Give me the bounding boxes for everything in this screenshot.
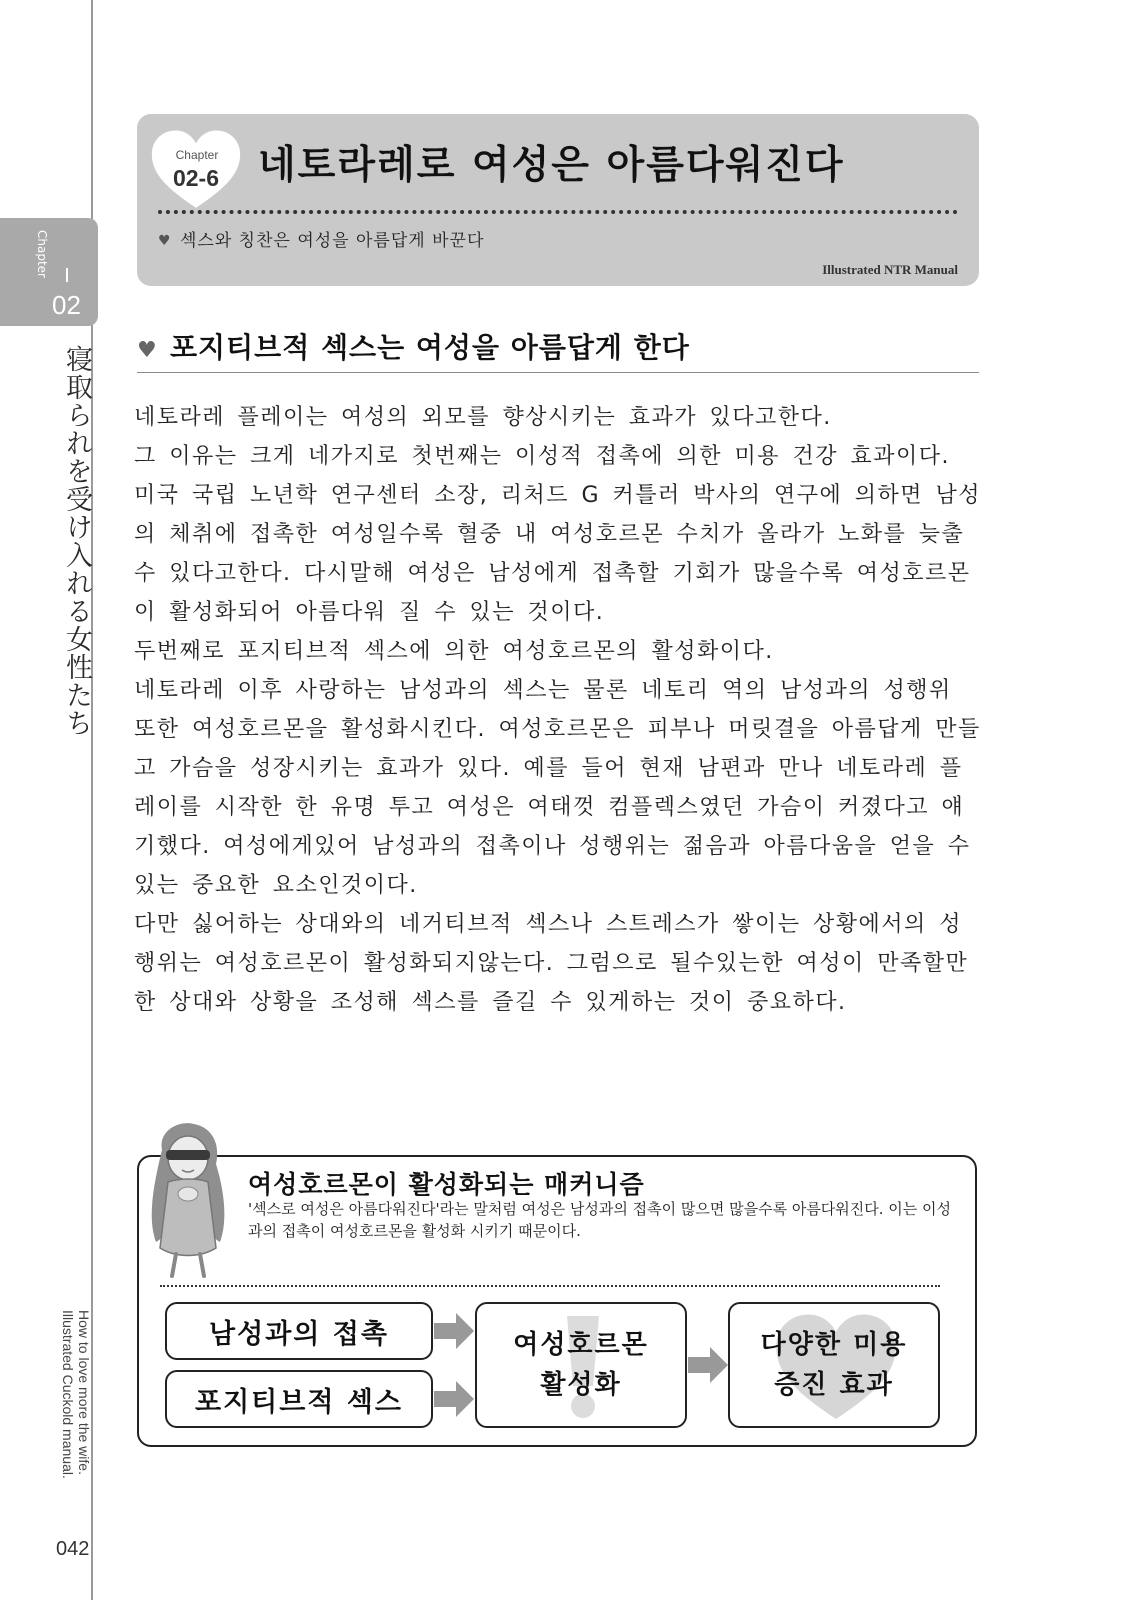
flow-result-line1: 다양한 미용 [760, 1330, 908, 1360]
flow-result-beauty-effect [728, 1302, 940, 1428]
paragraph: 그 이유는 크게 네가지로 첫번째는 이성적 접촉에 의한 미용 건강 효과이다. [134, 444, 950, 469]
flow-middle-line1: 여성호르몬 [513, 1330, 649, 1360]
flow-input-male-contact: 남성과의 접촉 [165, 1302, 433, 1360]
chapter-title: 네토라레로 여성은 아름다워진다 [258, 143, 845, 188]
paragraph: 다만 싫어하는 상대와의 네거티브적 섹스나 스트레스가 쌓이는 상황에서의 성행위는 여성호르몬이 활성화되지않는다. 그럼으로 될수있는한 여성이 만족할만한 상대와 상황을 조성해 섹스를 즐길 수 있게하는 것이 중요하다. [134, 912, 969, 1015]
paragraph: 네토라레 플레이는 여성의 외모를 향상시키는 효과가 있다고한다. [134, 405, 832, 430]
body-text [134, 398, 984, 1022]
girl-illustration [128, 1120, 248, 1280]
mechanism-dotted-divider [160, 1285, 940, 1287]
side-japanese-title: 寝取られを受け入れる女性たち [61, 345, 92, 737]
flow-middle-line2: 활성화 [540, 1370, 622, 1400]
flow-middle-hormone-activation [475, 1302, 687, 1428]
dotted-divider [158, 210, 958, 214]
arrow-right-icon [688, 1347, 728, 1383]
section-heart-icon: ♥ [137, 338, 157, 363]
side-tab-chapter-word: Chapter [35, 230, 49, 278]
brand-label: Illustrated NTR Manual [822, 262, 958, 277]
side-tab-chapter-number: 02 [52, 290, 81, 320]
paragraph: 두번째로 포지티브적 섹스에 의한 여성호르몬의 활성화이다. [134, 639, 774, 664]
flow-result-line2: 증진 효과 [774, 1370, 894, 1400]
paragraph: 네토라레 이후 사랑하는 남성과의 섹스는 물론 네토리 역의 남성과의 성행위 또한 여성호르몬을 활성화시킨다. 여성호르몬은 피부나 머릿결을 아름답게 만들고 가슴을 성장시키는 효과가 있다. 예를 들어 현재 남편과 만나 네토라레 플레이를 시작한 한 유명 투고 여성은 여태껏 컴플렉스였던 가슴이 커졌다고 얘기했다. 여성에게있어 남성과의 접촉이나 성행위는 젊음과 아름다움을 얻을 수 있는 중요한 요소인것이다. [134, 678, 981, 898]
chapter-number: 02-6 [172, 165, 220, 191]
side-english-title: How to love more the wife. Illustrated Cuckold manual. [60, 1310, 92, 1479]
chapter-subtitle: 섹스와 칭찬은 여성을 아름답게 바꾼다 [180, 231, 485, 251]
chapter-side-tab [0, 218, 98, 326]
section-rule [137, 372, 979, 373]
mechanism-title: 여성호르몬이 활성화되는 매커니즘 [248, 1170, 645, 1199]
arrow-right-icon [434, 1313, 474, 1349]
subtitle-heart-icon: ♥ [158, 233, 171, 249]
section-title: 포지티브적 섹스는 여성을 아름답게 한다 [170, 331, 690, 364]
flow-input-positive-sex: 포지티브적 섹스 [165, 1370, 433, 1428]
mechanism-description: '섹스로 여성은 아름다워진다'라는 말처럼 여성은 남성과의 접촉이 많으면 많을수록 아름다워진다. 이는 이성과의 접촉이 여성호르몬을 활성화 시키기 때문이다. [248, 1200, 952, 1240]
page-number: 042 [56, 1538, 90, 1560]
side-tab-divider [66, 268, 68, 282]
arrow-right-icon [434, 1381, 474, 1417]
chapter-label: Chapter [175, 148, 219, 162]
paragraph: 미국 국립 노년학 연구센터 소장, 리처드 G 커틀러 박사의 연구에 의하면 남성의 체취에 접촉한 여성일수록 혈중 내 여성호르몬 수치가 올라가 노화를 늦출 수 있다고한다. 다시말해 여성은 남성에게 접촉할 기회가 많을수록 여성호르몬이 활성화되어 아름다워 질 수 있는 것이다. [134, 483, 982, 625]
